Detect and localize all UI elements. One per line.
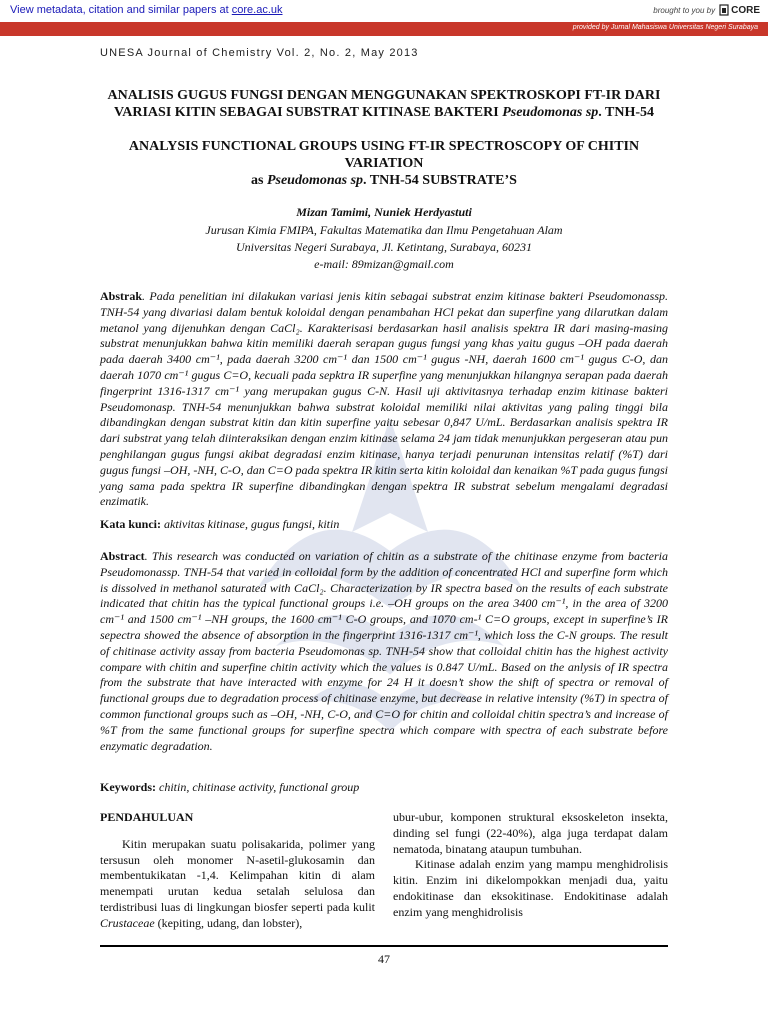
brought-label: brought to you by — [653, 5, 716, 15]
authors: Mizan Tamimi, Nuniek Herdyastuti — [296, 205, 472, 219]
metadata-link-text — [10, 4, 283, 16]
core-logo-text: CORE — [731, 4, 760, 16]
kata-kunci-text: aktivitas kitinase, gugus fungsi, kitin — [161, 517, 340, 531]
keywords — [100, 780, 668, 796]
top-banner — [0, 0, 768, 22]
core-logo[interactable] — [719, 4, 760, 16]
title-en-species: Pseudomonas sp — [266, 173, 364, 188]
title-en-text: ANALYSIS FUNCTIONAL GROUPS USING FT-IR SPECTROSCOPY OF CHITIN VARIATION — [128, 139, 640, 171]
title-id-text: ANALISIS GUGUS FUNGSI DENGAN MENGGUNAKAN SPEKTROSKOPI FT-IR DARI VARIASI KITIN SEBAGAI SUBSTRAT KITINASE BAKTERI — [107, 88, 661, 120]
right-paragraph-1: ubur-ubur, komponen struktural eksoskeleton insekta, dinding sel fungi (22-40%), alga juga terdapat dalam nematoda, binatang ataupun tumbuhan. — [393, 810, 668, 856]
abstract-label: Abstract — [100, 549, 145, 563]
title-english — [90, 138, 678, 189]
title-en-suffix: . TNH-54 SUBSTRATE’S — [363, 173, 517, 188]
abstrak-body: . Pada penelitian ini dilakukan variasi jenis kitin sebagai substrat enzim kitinase bakteri Pseudomonassp. TNH-54 yang divariasi dalam bentuk koloidal dengan penambahan HCl pekat dan superfine yang dilarutkan dalam metanol yang dijenuhkan dengan CaCl₂. Karakterisasi berdasarkan hasil analisis spektra IR dari masing-masing substrat menunjukkan bahwa kitin memiliki daerah serapan gugus fungsi yang khas yaitu gugus –OH pada daerah pada daerah 3400 cm⁻¹, pada daerah 3200 cm⁻¹ dan 1500 cm⁻¹ gugus -NH, daerah 1600 cm⁻¹ gugus C-O, dan daerah 1070 cm⁻¹ gugus C=O, kecuali pada sepktra IR superfine yang menunjukkan hilangnya serapan pada daerah fingerprint 1316-1317 cm⁻¹ yang merupakan gugus C-N. Hasil uji aktivitasnya terhadap enzim kitinase bakteri Pseudomonasp. TNH-54 menunjukkan bahwa substrat koloidal memiliki nilai aktivitas yang paling tinggi bila dibandingkan dengan substrat kitin dan kitin superfine yaitu sebesar 0,847 U/mL. Berdasarkan analisis spektra IR dari substrat yang telah diinteraksikan dengan enzim kitinase selama 24 jam tidak menunjukkan pergeseran atau pun penghilangan gugus fungsi akibat degradasi enzim kitinase, hanya terjadi penurunan intensitas relatif (%T) dari gugus fungsi –OH, -NH, C-O, dan C=O pada spektra IR kitin serta kitin koloidal dan kenaikan %T pada gugus fungsi yang sama pada spektra IR superfine dibandingkan dengan spektra IR substrat sebelum mengalami degradasi enzimatik. — [100, 289, 668, 509]
section-heading-pendahuluan: PENDAHULUAN — [100, 810, 194, 824]
body-paragraph — [100, 837, 375, 932]
abstrak-label: Abstrak — [100, 289, 143, 303]
core-logo-icon — [719, 4, 729, 16]
abstract-body: . This research was conducted on variation of chitin as a substrate of the chitinase enzyme from bacteria Pseudomonassp. TNH-54 that varied in colloidal form by the addition of concentrated HCl and superfine form which is dissolved in methanol saturated with CaCl₂. Characterization by IR spectra based on the results of each substrate indicated that chitin has the typical functional groups i.e. –OH groups on the area 3400 cm⁻¹, in the area of 3200 cm⁻¹ and 1500 cm⁻¹ –NH groups, the 1600 cm⁻¹ C-O groups, and 1070 cm-¹ C=O groups, except in superfine’s IR sepectra showed the absence of absorption in the fingerprint 1316-1317 cm⁻¹, which loss the C-N groups. The result of chitinase activity assay from bacteria Pseudomonas sp. TNH-54 show that colloidal chitin has the highest activity compare with chitin and superfine chitin activity which the values is 0.847 U/mL. Based on the anlysis of IR spectra from the substrate that have interacted with enzyme for 24 H it doesn’t show the shift of spectra or removal of functional groups due to degradation process of chitinase enzyme, but decrease in relative intensity (%T) in spectra of common functional groups such as –OH, -NH, C-O, and C=O for chitin and colloidal chitin spectra’s and increase of %T from the same functional groups for superfine spectra which compare with spectra of each substrate before enzymatic degradation. — [100, 549, 668, 753]
kata-kunci — [100, 517, 668, 533]
kata-kunci-label: Kata kunci: — [100, 517, 162, 531]
left-paragraph-end: (kepiting, udang, dan lobster), — [154, 915, 303, 930]
body-column-right — [393, 810, 668, 921]
title-id-species: Pseudomonas sp — [502, 105, 599, 120]
core-link[interactable]: core.ac.uk — [231, 4, 283, 16]
affiliation-address: Universitas Negeri Surabaya, Jl. Ketintang, Surabaya, 60231 — [236, 240, 532, 254]
metadata-label: View metadata, citation and similar papers at — [10, 4, 229, 16]
brought-by — [653, 4, 760, 16]
author-email[interactable]: e-mail: 89mizan@gmail.com — [314, 257, 454, 271]
left-paragraph-text: Kitin merupakan suatu polisakarida, polimer yang tersusun oleh monomer N-asetil-glukosamin dan membentukikatan -1,4. Kelimpahan kitin di alam menempati urutan kedua setalah selulosa dan terdistribusi luas di lingkungan biosfer seperti pada kulit — [100, 836, 375, 914]
title-id-suffix: . TNH-54 — [598, 105, 655, 120]
body-column-left — [100, 810, 375, 932]
abstract-english — [100, 549, 668, 754]
provider-text[interactable]: provided by Jurnal Mahasiswa Universitas Negeri Surabaya — [572, 24, 758, 31]
right-paragraph-2: Kitinase adalah enzim yang mampu menghidrolisis kitin. Enzim ini dikelompokkan menjadi dua, yaitu endokitinase dan eksokitinase. Endokitinase adalah enzim yang menghidrolisis — [393, 857, 668, 919]
title-indonesian — [90, 87, 678, 121]
title-en-as: as — [251, 173, 264, 188]
provider-bar — [0, 22, 768, 36]
keywords-text: chitin, chitinase activity, functional group — [156, 780, 360, 794]
journal-header: UNESA Journal of Chemistry Vol. 2, No. 2, May 2013 — [100, 47, 419, 59]
footer-rule — [100, 945, 668, 947]
affiliation — [90, 222, 678, 273]
crustaceae-term: Crustaceae — [100, 915, 155, 930]
page-number: 47 — [378, 952, 390, 966]
affiliation-dept: Jurusan Kimia FMIPA, Fakultas Matematika dan Ilmu Pengetahuan Alam — [205, 223, 563, 237]
abstrak-indonesian — [100, 289, 668, 510]
keywords-label: Keywords: — [100, 780, 156, 794]
